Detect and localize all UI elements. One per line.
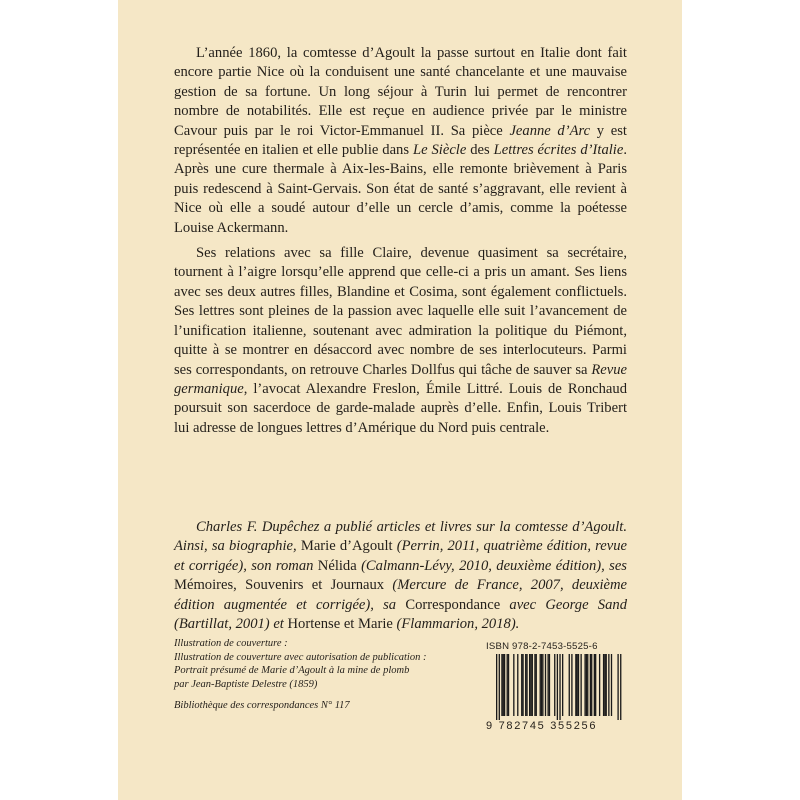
italic-text: Le Siècle	[412, 142, 467, 159]
barcode-bar	[504, 654, 505, 716]
text-run: L’année 1860, la comtesse d’Agoult la passe surtout en Italie dont fait encore partie Nice où la conduisent une santé chancelante et une mauvaise gestion de sa fortune. Un long séjour à Turin lui permet de rencontrer nombre de notabilités. Elle est reçue en audience privée par le ministre Cavour puis par le roi Victor-Emmanuel II. Sa pièce	[174, 45, 627, 139]
summary-paragraph-2	[174, 244, 627, 438]
barcode-bar	[499, 654, 500, 720]
italic-text: Revue germanique	[174, 361, 627, 397]
barcode-bar	[608, 654, 609, 716]
barcode-bar	[503, 654, 504, 716]
barcode-bar	[549, 654, 550, 716]
barcode-bar	[580, 654, 581, 716]
barcode-bar	[611, 654, 612, 716]
barcode-bar	[534, 654, 535, 716]
barcode-bar	[620, 654, 621, 720]
italic-text: (Flammarion, 2018).	[392, 616, 520, 633]
barcode-bar	[542, 654, 543, 716]
illustration-credits	[174, 637, 464, 691]
barcode-digits: 9 782745 355256	[486, 720, 598, 732]
barcode-bar	[501, 654, 502, 716]
barcode-bar	[575, 654, 576, 716]
barcode-bar	[569, 654, 570, 716]
barcode-bar	[554, 654, 555, 716]
barcode-bar	[525, 654, 526, 716]
italic-text: (Calmann-Lévy, 2010, deuxième édition), ses	[356, 557, 627, 574]
summary-paragraph-1	[174, 44, 627, 238]
text-run: Marie d’Agoult	[300, 538, 393, 555]
barcode-bar	[508, 654, 509, 716]
barcode-bar	[595, 654, 596, 716]
barcode-bar	[547, 654, 548, 716]
collection-info: Bibliothèque des correspondances N° 117	[174, 700, 350, 711]
barcode-bar	[604, 654, 605, 716]
italic-text: (Mercure de France, 2007, deuxième édition augmentée et corrigée), sa	[174, 577, 627, 613]
barcode-bar	[571, 654, 572, 716]
text-run: Ses relations avec sa fille Claire, devenue quasiment sa secrétaire, tournent à l’aigre lorsqu’elle apprend que celle-ci a pris un amant. Ses liens avec ses deux autres filles, Blandine et Cosima, sont également conflictuels. Ses lettres sont pleines de la passion avec laquelle elle suit l’avancement de l’unification italienne, soutenant avec admiration la politique du Piémont, quitte à se montrer en désaccord avec nombre de ses interlocuteurs. Parmi ses correspondants, on retrouve Charles Dollfus qui tâche de sauver sa	[174, 245, 627, 378]
italic-text: Lettres écrites d’Italie	[493, 142, 624, 159]
isbn-label: ISBN 978-2-7453-5525-6	[486, 641, 598, 652]
barcode-bar	[541, 654, 542, 716]
barcode-bar	[584, 654, 585, 716]
barcode-bar	[562, 654, 563, 716]
barcode-bar	[590, 654, 591, 716]
back-cover	[118, 0, 682, 800]
barcode-bar	[517, 654, 518, 716]
credit-line-2: Illustration de couverture avec autorisation de publication :	[174, 651, 427, 663]
barcode-bar	[513, 654, 514, 716]
italic-text: (Perrin, 2011, quatrième édition, revue et corrigée), son roman	[174, 538, 628, 574]
credit-line-1: Illustration de couverture :	[174, 638, 288, 649]
barcode-bar	[577, 654, 578, 716]
text-run: . Après une cure thermale à Aix-les-Bains, elle remonte brièvement à Paris puis redescend à Saint-Gervais. Son état de santé s’aggravant, elle revient à Nice où elle a soudé autour d’elle un cercle d’amis, comme la poétesse Louise Ackermann.	[174, 142, 627, 236]
barcode-bar	[536, 654, 537, 716]
text-run: Correspondance	[405, 596, 501, 613]
barcode-bar	[603, 654, 604, 716]
text-run: Nélida	[317, 557, 357, 574]
italic-text: Jeanne d’Arc	[509, 122, 591, 139]
barcode-bar	[606, 654, 607, 716]
barcode-bar	[526, 654, 527, 716]
text-run: , l’avocat Alexandre Freslon, Émile Littré. Louis de Ronchaud poursuit son sacerdoce de garde-malade auprès d’elle. Enfin, Louis Tribert lui adresse de longues lettres d’Amérique du Nord puis centrale.	[174, 380, 627, 436]
barcode-bar	[530, 654, 531, 716]
barcode-icon	[486, 654, 626, 720]
text-run: Hortense et Marie	[287, 616, 393, 633]
barcode-bar	[578, 654, 579, 716]
barcode-bar	[521, 654, 522, 716]
barcode-bar	[587, 654, 588, 716]
barcode-bar	[594, 654, 595, 716]
barcode-bar	[529, 654, 530, 716]
barcode-bar	[532, 654, 533, 716]
italic-text: Charles F. Dupêchez a publié articles et livres sur la comtesse d’Agoult. Ainsi, sa biographie,	[174, 519, 627, 555]
barcode-bar	[540, 654, 541, 716]
credit-line-3: Portrait présumé de Marie d’Agoult à la mine de plomb	[174, 665, 410, 677]
summary-text	[174, 44, 627, 444]
barcode-bar	[586, 654, 587, 716]
barcode-bar	[559, 654, 560, 720]
credit-line-4: par Jean-Baptiste Delestre (1859)	[174, 678, 318, 690]
barcode-bar	[496, 654, 497, 720]
barcode-bar	[591, 654, 592, 716]
text-run: des	[466, 142, 494, 159]
author-bio	[174, 518, 627, 634]
text-run: y est représentée en italien et elle publie dans	[174, 122, 627, 159]
italic-text: avec George Sand (Bartillat, 2001) et	[174, 596, 627, 633]
barcode-bar	[522, 654, 523, 716]
barcode-bar	[545, 654, 546, 716]
barcode-bar	[507, 654, 508, 716]
barcode-bar	[599, 654, 600, 716]
text-run: Mémoires, Souvenirs et Journaux	[174, 577, 385, 594]
barcode-bar	[617, 654, 618, 720]
barcode-bar	[557, 654, 558, 720]
isbn-barcode-block	[486, 641, 626, 737]
